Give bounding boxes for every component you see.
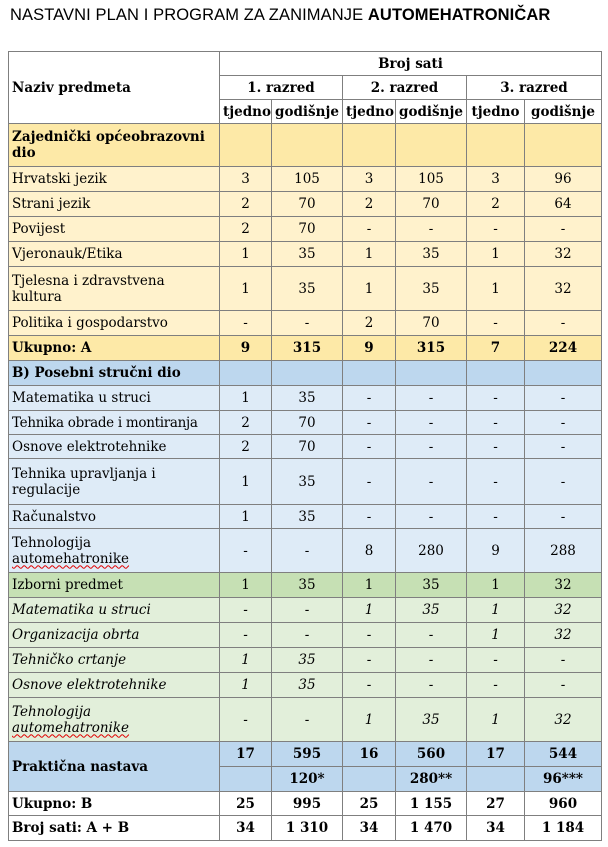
table-row	[9, 242, 602, 267]
table-cell: 35	[272, 267, 343, 311]
weekly-header: tjedno	[220, 100, 272, 124]
table-cell: 17	[220, 742, 272, 767]
table-row	[9, 598, 602, 623]
total-a-row	[9, 336, 602, 361]
table-cell: 2	[343, 311, 396, 336]
table-cell: -	[272, 623, 343, 648]
table-cell: -	[272, 598, 343, 623]
table-cell: 280	[396, 529, 467, 573]
table-cell: 25	[343, 792, 396, 816]
table-cell: 35	[396, 242, 467, 267]
table-cell: 1	[220, 673, 272, 698]
section-b-header-row	[9, 361, 602, 386]
table-cell: -	[272, 311, 343, 336]
grade-3-header: 3. razred	[467, 76, 602, 100]
table-cell: 17	[467, 742, 525, 767]
table-cell: 315	[396, 336, 467, 361]
table-cell: 16	[343, 742, 396, 767]
table-cell: 70	[272, 192, 343, 217]
subject-name: Organizacija obrta	[9, 623, 220, 648]
table-cell: -	[525, 311, 602, 336]
table-row	[9, 386, 602, 411]
subject-name: Vjeronauk/Etika	[9, 242, 220, 267]
table-cell: 3	[467, 167, 525, 192]
practical-label: Praktična nastava	[9, 742, 220, 792]
subject-name-line: automehatronike	[12, 550, 130, 567]
table-cell: -	[467, 505, 525, 529]
table-cell: 32	[525, 242, 602, 267]
table-cell: 3	[343, 167, 396, 192]
table-cell: -	[396, 459, 467, 505]
table-cell: 1	[467, 242, 525, 267]
total-ab-row	[9, 816, 602, 841]
table-cell: -	[525, 217, 602, 242]
table-cell: 70	[272, 435, 343, 459]
table-cell: 280**	[396, 767, 467, 792]
table-cell: 34	[220, 816, 272, 841]
elective-title: Izborni predmet	[9, 573, 220, 598]
table-cell: -	[467, 673, 525, 698]
table-cell: -	[396, 386, 467, 411]
title-prefix: NASTAVNI PLAN I PROGRAM ZA ZANIMANJE	[10, 6, 364, 24]
table-cell: -	[343, 386, 396, 411]
table-row	[9, 267, 602, 311]
yearly-header: godišnje	[272, 100, 343, 124]
subject-name	[9, 698, 220, 742]
table-cell: -	[467, 311, 525, 336]
table-cell: 9	[467, 529, 525, 573]
table-cell: 1 470	[396, 816, 467, 841]
table-row	[9, 192, 602, 217]
table-row	[9, 459, 602, 505]
table-cell: -	[467, 386, 525, 411]
table-cell: 1	[220, 386, 272, 411]
table-cell: -	[525, 505, 602, 529]
title-occupation: AUTOMEHATRONIČAR	[367, 6, 551, 24]
table-cell: 2	[220, 217, 272, 242]
table-cell: -	[343, 648, 396, 673]
curriculum-table	[8, 51, 602, 841]
table-cell: 1	[220, 505, 272, 529]
table-cell: 35	[272, 242, 343, 267]
table-cell: 224	[525, 336, 602, 361]
subject-name: Računalstvo	[9, 505, 220, 529]
table-cell: -	[525, 411, 602, 435]
table-cell: -	[343, 673, 396, 698]
yearly-header: godišnje	[525, 100, 602, 124]
table-cell: 32	[525, 623, 602, 648]
table-cell: 70	[396, 311, 467, 336]
table-cell: -	[343, 505, 396, 529]
table-row	[9, 648, 602, 673]
table-cell: 35	[396, 598, 467, 623]
table-cell: -	[396, 217, 467, 242]
table-cell: 2	[220, 435, 272, 459]
total-b-label: Ukupno: B	[9, 792, 220, 816]
table-cell: -	[525, 673, 602, 698]
table-cell: 32	[525, 698, 602, 742]
table-cell: 288	[525, 529, 602, 573]
table-cell: -	[343, 623, 396, 648]
table-cell: 1 155	[396, 792, 467, 816]
table-cell: -	[467, 459, 525, 505]
table-cell: 9	[343, 336, 396, 361]
table-cell: 2	[220, 411, 272, 435]
table-row	[9, 529, 602, 573]
subject-name: Tjelesna i zdravstvena kultura	[9, 267, 220, 311]
subject-name-line: Tehnologija	[12, 703, 92, 720]
subject-name: Matematika u struci	[9, 386, 220, 411]
header-row-hours	[9, 52, 602, 76]
table-cell: 1	[220, 242, 272, 267]
table-row	[9, 217, 602, 242]
table-cell: 96	[525, 167, 602, 192]
table-cell: -	[525, 459, 602, 505]
table-cell: -	[396, 505, 467, 529]
table-cell: -	[525, 648, 602, 673]
table-cell: 1	[220, 459, 272, 505]
total-ab-label: Broj sati: A + B	[9, 816, 220, 841]
table-row	[9, 698, 602, 742]
table-cell: -	[467, 435, 525, 459]
table-cell: -	[272, 529, 343, 573]
subject-name: Tehnika obrade i montiranja	[9, 411, 220, 435]
table-cell: 2	[220, 192, 272, 217]
table-cell: 595	[272, 742, 343, 767]
grade-2-header: 2. razred	[343, 76, 467, 100]
table-cell: -	[396, 623, 467, 648]
table-row	[9, 435, 602, 459]
table-cell: -	[525, 435, 602, 459]
table-cell: 105	[272, 167, 343, 192]
table-cell: 1	[467, 698, 525, 742]
table-cell: 960	[525, 792, 602, 816]
table-cell: 35	[272, 648, 343, 673]
table-cell: 1	[343, 573, 396, 598]
table-cell: 560	[396, 742, 467, 767]
subject-name: Osnove elektrotehnike	[9, 673, 220, 698]
table-cell: 32	[525, 267, 602, 311]
table-row	[9, 623, 602, 648]
table-cell: 1 310	[272, 816, 343, 841]
page-title	[10, 6, 550, 25]
table-cell: 995	[272, 792, 343, 816]
table-cell: 35	[396, 698, 467, 742]
table-cell: 9	[220, 336, 272, 361]
table-cell: -	[396, 411, 467, 435]
subject-name: Politika i gospodarstvo	[9, 311, 220, 336]
table-cell: 1	[220, 648, 272, 673]
table-cell: 1	[343, 267, 396, 311]
table-cell: 1	[467, 598, 525, 623]
table-cell: 1	[343, 698, 396, 742]
table-cell: 70	[272, 411, 343, 435]
table-cell: 27	[467, 792, 525, 816]
table-cell: 1	[343, 242, 396, 267]
weekly-header: tjedno	[343, 100, 396, 124]
table-cell: 70	[272, 217, 343, 242]
table-cell: -	[220, 598, 272, 623]
subject-name: Tehnika upravljanja i regulacije	[9, 459, 220, 505]
subject-name-line: automehatronike	[12, 719, 130, 736]
table-cell: -	[467, 648, 525, 673]
table-cell: 70	[396, 192, 467, 217]
table-cell: -	[220, 698, 272, 742]
subject-name: Osnove elektrotehnike	[9, 435, 220, 459]
table-cell: 3	[220, 167, 272, 192]
table-row	[9, 311, 602, 336]
table-cell: -	[396, 648, 467, 673]
section-a-header-row	[9, 124, 602, 167]
table-cell: -	[396, 435, 467, 459]
section-b-title: B) Posebni stručni dio	[9, 361, 220, 386]
table-cell: 35	[396, 573, 467, 598]
table-cell: 315	[272, 336, 343, 361]
table-cell: 35	[272, 673, 343, 698]
hours-header: Broj sati	[220, 52, 602, 76]
table-cell: -	[525, 386, 602, 411]
table-cell: -	[343, 459, 396, 505]
table-cell: -	[467, 411, 525, 435]
table-cell: -	[467, 217, 525, 242]
table-cell: 1	[220, 267, 272, 311]
table-cell: 1	[343, 598, 396, 623]
yearly-header: godišnje	[396, 100, 467, 124]
table-cell: 34	[467, 816, 525, 841]
table-row	[9, 673, 602, 698]
table-cell: 96***	[525, 767, 602, 792]
weekly-header: tjedno	[467, 100, 525, 124]
table-cell: 35	[396, 267, 467, 311]
section-a-title: Zajednički općeobrazovni dio	[9, 124, 220, 167]
table-cell: 8	[343, 529, 396, 573]
subject-name: Matematika u struci	[9, 598, 220, 623]
table-cell: 34	[343, 816, 396, 841]
table-cell: -	[220, 311, 272, 336]
total-a-label: Ukupno: A	[9, 336, 220, 361]
table-cell: 32	[525, 573, 602, 598]
table-cell: -	[343, 217, 396, 242]
subject-name-line: Tehnologija	[12, 534, 92, 551]
table-cell: 35	[272, 386, 343, 411]
subject-name: Strani jezik	[9, 192, 220, 217]
grade-1-header: 1. razred	[220, 76, 343, 100]
table-cell: 1	[220, 573, 272, 598]
table-cell: 7	[467, 336, 525, 361]
subject-name: Hrvatski jezik	[9, 167, 220, 192]
table-cell: 544	[525, 742, 602, 767]
table-row	[9, 505, 602, 529]
table-cell: -	[220, 529, 272, 573]
table-cell: 1	[467, 267, 525, 311]
table-cell: 1 184	[525, 816, 602, 841]
table-cell: -	[220, 623, 272, 648]
subject-name	[9, 529, 220, 573]
table-cell: 35	[272, 505, 343, 529]
subject-name: Povijest	[9, 217, 220, 242]
total-b-row	[9, 792, 602, 816]
subject-column-header: Naziv predmeta	[9, 52, 220, 124]
table-cell: 120*	[272, 767, 343, 792]
table-cell: 2	[343, 192, 396, 217]
table-cell: 64	[525, 192, 602, 217]
table-cell: -	[396, 673, 467, 698]
table-cell: 35	[272, 459, 343, 505]
practical-row	[9, 742, 602, 767]
table-cell: -	[272, 698, 343, 742]
table-cell: -	[343, 435, 396, 459]
table-cell: 1	[467, 573, 525, 598]
table-cell: -	[343, 411, 396, 435]
table-cell: 105	[396, 167, 467, 192]
table-cell: 1	[467, 623, 525, 648]
elective-header-row	[9, 573, 602, 598]
table-cell: 35	[272, 573, 343, 598]
table-row	[9, 167, 602, 192]
table-cell: 25	[220, 792, 272, 816]
table-cell: 2	[467, 192, 525, 217]
subject-name: Tehničko crtanje	[9, 648, 220, 673]
table-cell: 32	[525, 598, 602, 623]
table-row	[9, 411, 602, 435]
